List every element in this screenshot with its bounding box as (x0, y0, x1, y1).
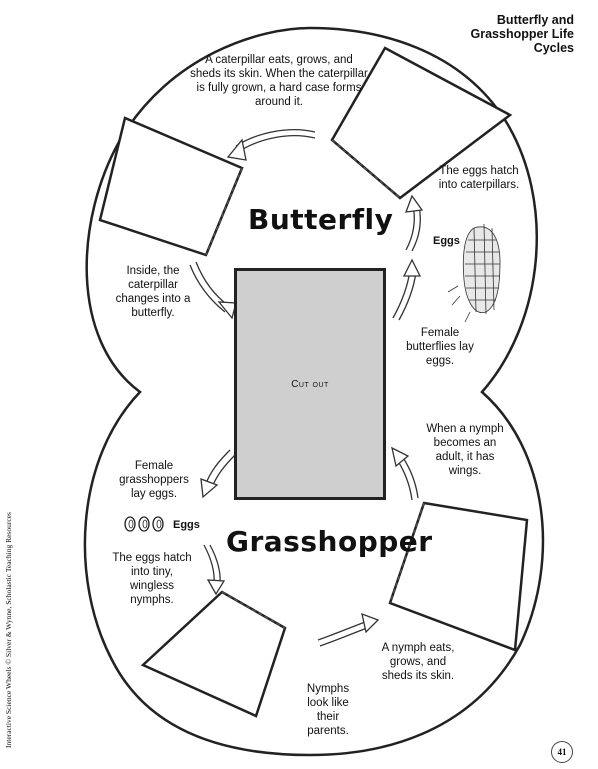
caption-female-butterflies: Female butterflies lay eggs. (406, 327, 474, 367)
grasshopper-eggs-icon (125, 517, 163, 531)
caption-caterpillar-grows: A caterpillar eats, grows, and sheds its skin. When the caterpillar is fully grown, a hard case forms around it. (190, 54, 368, 108)
caption-eggs-hatch-nymphs: The eggs hatch into tiny, wingless nymphs. (112, 552, 192, 606)
eggs-label: Eggs (173, 519, 200, 531)
caption-nymph-eats: A nymph eats, grows, and sheds its skin. (381, 642, 455, 682)
eggs-label: Eggs (433, 235, 460, 247)
copyright-credit: Interactive Science Wheels © Silver & Wynne, Scholastic Teaching Resources (4, 512, 13, 748)
caption-metamorphosis: Inside, the caterpillar changes into a butterfly. (115, 265, 191, 319)
caption-female-grasshoppers: Female grasshoppers lay eggs. (119, 460, 189, 500)
butterfly-heading: Butterfly (248, 203, 394, 236)
caption-nymphs-look: Nymphs look like their parents. (306, 683, 350, 737)
cutout-window[interactable] (234, 268, 386, 500)
caption-nymph-adult: When a nymph becomes an adult, it has wings. (426, 423, 504, 477)
caption-eggs-hatch: The eggs hatch into caterpillars. (438, 165, 520, 191)
page-title: Butterfly and Grasshopper Life Cycles (470, 13, 574, 55)
grasshopper-heading: Grasshopper (226, 525, 433, 558)
page-number: 41 (551, 741, 573, 763)
cutout-label: Cut out (291, 378, 329, 390)
